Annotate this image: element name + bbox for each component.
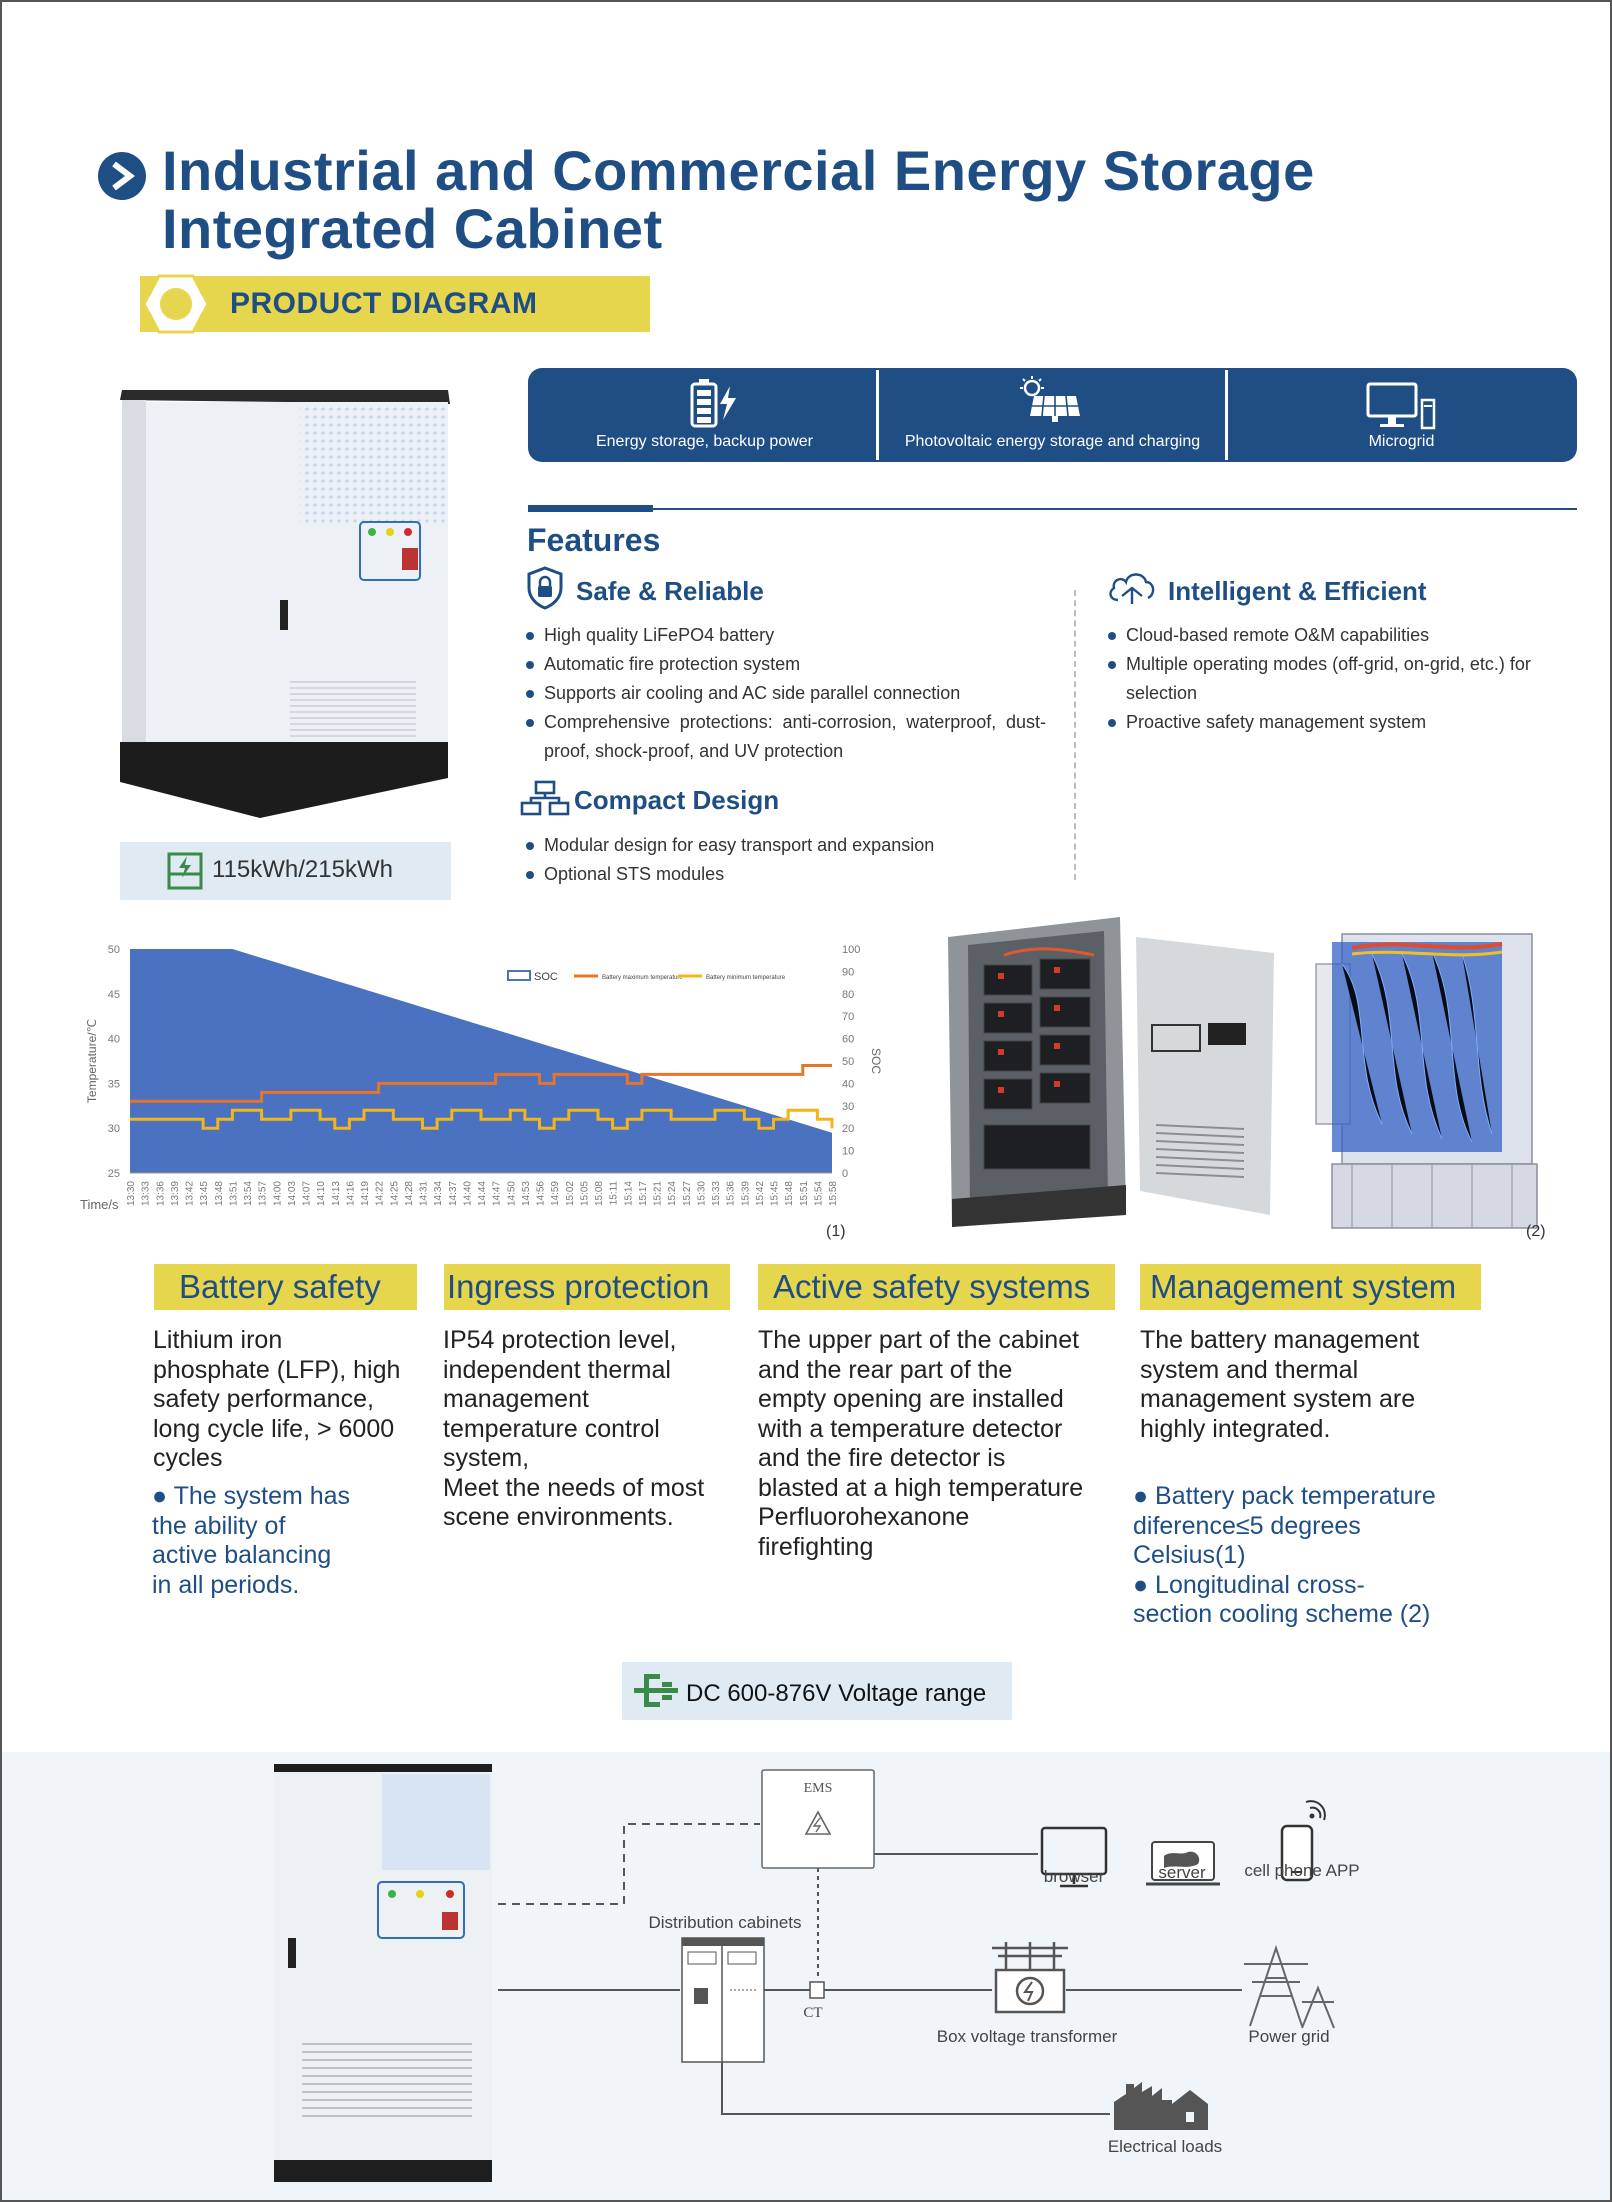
voltage-range-text: DC 600-876V Voltage range [686,1680,987,1707]
features-heading: Features [527,522,661,558]
battery-safety-heading: Battery safety [154,1264,417,1310]
x-tick-label: 13:57 [257,1181,269,1207]
legend-label-soc: SOC [534,971,558,983]
y-tick-label: 50 [107,944,120,956]
active-safety-text [758,1326,1128,1562]
y-tick-label: 25 [107,1168,120,1180]
y-right-tick-label: 30 [842,1100,855,1113]
text-line: Meet the needs of most [443,1473,705,1502]
text-line: ● Longitudinal cross- [1133,1570,1365,1599]
distribution-label: Distribution cabinets [648,1913,802,1932]
title-line-1: Industrial and Commercial Energy Storage [162,139,1315,202]
list-item: Comprehensive protections: anti-corrosion, waterproof, dust-proof, shock-proof, and UV protection [526,708,1046,766]
compact-design-title: Compact Design [574,785,780,815]
y-right-tick-label: 70 [842,1011,855,1024]
text-line: highly integrated. [1140,1414,1331,1443]
x-tick-label: 14:34 [433,1181,445,1207]
x-tick-label: 14:53 [520,1181,532,1207]
list-item: Optional STS modules [526,860,1046,889]
y-right-tick-label: 80 [842,988,855,1001]
phone-label: cell phone APP [1244,1861,1360,1880]
x-tick-label: 13:54 [243,1181,254,1207]
active-safety-heading: Active safety systems [758,1264,1115,1310]
banner-label: PRODUCT DIAGRAM [230,287,538,320]
server-label: server [1158,1863,1206,1882]
text-line: system and thermal [1140,1355,1359,1384]
shield-lock-icon [526,566,564,610]
y-right-tick-label: 90 [842,966,855,979]
ingress-protection-heading: Ingress protection [444,1264,730,1310]
features-rule [528,508,1577,510]
x-tick-label: 14:19 [360,1181,371,1207]
x-tick-label: 15:08 [594,1181,605,1207]
text-line: management system are [1140,1385,1416,1413]
y-tick-label: 35 [107,1078,120,1091]
hexagon-icon [142,274,210,334]
y-axis-label: Temperature/℃ [85,1018,99,1104]
caption-1: (1) [826,1223,846,1240]
x-tick-label: 13:39 [169,1181,181,1207]
x-tick-label: 15:24 [667,1181,679,1207]
app-divider [1225,370,1228,460]
intelligent-efficient-title: Intelligent & Efficient [1168,576,1427,606]
text-line: The upper part of the cabinet [758,1326,1080,1354]
title-arrow-icon [98,152,146,200]
text-line: firefighting [758,1532,874,1561]
y-tick-label: 40 [107,1033,120,1046]
loads-label: Electrical loads [1107,2137,1223,2156]
soc-area [130,949,832,1173]
power-tower-icon [1244,1948,1334,2028]
ct-icon [810,1982,824,1998]
dc-connection-icon [632,1670,680,1712]
x-tick-label: 14:59 [550,1181,562,1207]
x-tick-label: 14:31 [418,1181,430,1207]
x-tick-label: 15:36 [725,1181,737,1207]
x-tick-label: 14:22 [374,1181,386,1207]
text-line: The battery management [1140,1326,1420,1354]
text-line: Celsius(1) [1133,1541,1246,1569]
safe-reliable-title: Safe & Reliable [576,576,764,606]
system-diagram [2,1752,1610,2200]
y-right-tick-label: 40 [842,1078,855,1091]
cloud-icon [1106,566,1158,610]
x-tick-label: 14:56 [535,1181,547,1207]
text-line: Perfluorohexanone [758,1503,970,1531]
x-tick-label: 13:33 [140,1181,152,1207]
capacity-text: 115kWh/215kWh [212,856,393,883]
text-line: ● Battery pack temperature [1133,1482,1436,1510]
factory-icon [1114,2082,1208,2130]
text-line: long cycle life, > 6000 [153,1414,395,1443]
legend-label-min: Battery minimum temperature [706,975,786,981]
battery-safety-text [153,1326,433,1474]
list-item: Proactive safety management system [1108,708,1568,737]
x-tick-label: 14:47 [491,1181,503,1207]
text-line: management [443,1385,589,1413]
x-axis-label: Time/s [80,1197,119,1212]
text-line: diference≤5 degrees [1133,1511,1361,1540]
text-line: in all periods. [152,1570,300,1599]
management-system-text [1140,1326,1480,1444]
x-tick-label: 15:48 [784,1181,796,1207]
solar-panel-icon [1020,376,1082,424]
battery-capacity-icon [166,850,204,890]
app-label-energy-storage: Energy storage, backup power [595,433,813,450]
x-tick-label: 15:11 [608,1181,620,1206]
text-line: the ability of [152,1511,286,1540]
x-tick-label: 15:51 [798,1181,810,1207]
x-tick-label: 14:13 [330,1181,342,1207]
battery-bolt-icon [690,378,738,430]
safe-reliable-list [526,621,1046,766]
y-right-tick-label: 60 [842,1033,855,1046]
text-line: cycles [153,1444,223,1472]
x-tick-label: 14:50 [506,1181,518,1207]
y-right-tick-label: 20 [842,1123,855,1136]
x-tick-label: 15:45 [769,1181,781,1207]
x-tick-label: 14:07 [301,1181,313,1207]
list-item: Automatic fire protection system [526,650,1046,679]
x-tick-label: 15:54 [813,1181,825,1207]
x-tick-label: 15:02 [564,1181,576,1207]
x-tick-label: 15:05 [579,1181,591,1207]
y-right-tick-label: 50 [842,1056,855,1068]
x-tick-label: 15:39 [740,1181,752,1207]
x-tick-label: 14:37 [447,1181,459,1207]
computer-icon [1366,382,1436,430]
x-tick-label: 13:51 [228,1181,240,1207]
x-tick-label: 14:00 [272,1181,284,1207]
x-tick-label: 13:45 [199,1181,211,1207]
x-tick-label: 15:30 [696,1181,708,1207]
open-cabinet-image [944,915,1284,1227]
caption-2: (2) [1526,1223,1546,1240]
text-line: empty opening are installed [758,1385,1064,1413]
x-tick-label: 15:42 [754,1181,766,1207]
legend-swatch-soc [508,971,530,980]
battery-safety-highlight [152,1482,432,1600]
list-item: Modular design for easy transport and expansion [526,831,1046,860]
management-system-highlight [1133,1482,1483,1630]
text-line: with a temperature detector [758,1414,1063,1443]
y-tick-label: 30 [107,1123,120,1136]
x-tick-label: 13:30 [126,1181,137,1207]
ems-label: EMS [803,1781,833,1796]
intelligent-efficient-list [1108,621,1568,737]
ingress-protection-text [443,1326,743,1533]
y-right-tick-label: 10 [842,1145,855,1158]
features-rule-accent [528,505,653,512]
text-line: scene environments. [443,1503,674,1531]
x-tick-label: 14:40 [462,1181,474,1207]
y-right-tick-label: 0 [842,1168,849,1180]
text-line: IP54 protection level, [443,1326,677,1354]
x-tick-label: 15:21 [652,1181,664,1207]
x-tick-label: 14:10 [316,1181,328,1207]
x-tick-label: 14:16 [345,1181,357,1207]
text-line: ● The system has [152,1482,351,1510]
text-line: Lithium iron [153,1326,283,1354]
transformer-label: Box voltage transformer [936,2027,1118,2046]
text-line: and the rear part of the [758,1355,1013,1384]
temperature-soc-chart [80,935,883,1225]
compact-design-list [526,831,1046,889]
list-item: Supports air cooling and AC side parallel connection [526,679,1046,708]
y-right-axis-label: SOC [869,1047,883,1075]
text-line: active balancing [152,1541,332,1569]
list-item: Cloud-based remote O&M capabilities [1108,621,1568,650]
ct-label: CT [803,2005,823,2021]
x-tick-label: 13:36 [155,1181,167,1207]
x-tick-label: 15:27 [681,1181,693,1207]
x-tick-label: 14:25 [389,1181,401,1207]
text-line: independent thermal [443,1355,671,1384]
app-label-microgrid: Microgrid [1368,433,1435,450]
x-tick-label: 13:48 [213,1181,225,1207]
text-line: and the fire detector is [758,1444,1006,1472]
x-tick-label: 14:28 [403,1181,415,1207]
x-tick-label: 14:03 [286,1181,298,1207]
management-system-heading: Management system [1140,1264,1481,1310]
x-tick-label: 15:33 [711,1181,722,1207]
browser-label: browser [1043,1867,1105,1886]
text-line: section cooling scheme (2) [1133,1600,1431,1628]
distribution-cabinet-icon [682,1938,764,2062]
transformer-icon [992,1942,1068,2012]
cooling-simulation-image [1312,924,1547,1232]
page-title [162,139,1462,260]
list-item: Multiple operating modes (off-grid, on-grid, etc.) for selection [1108,650,1568,708]
cabinet-image [120,382,450,822]
text-line: phosphate (LFP), high [153,1355,401,1384]
features-divider [1074,590,1076,880]
x-tick-label: 15:58 [828,1181,839,1207]
text-line: blasted at a high temperature [758,1473,1084,1502]
cabinet-front-image [274,1764,492,2182]
app-label-photovoltaic: Photovoltaic energy storage and charging [904,433,1201,450]
y-tick-label: 45 [107,988,120,1001]
list-item: High quality LiFePO4 battery [526,621,1046,650]
x-tick-label: 13:42 [184,1181,196,1207]
text-line: safety performance, [153,1385,374,1413]
x-tick-label: 14:44 [477,1181,488,1207]
legend-label-max: Battery maximum temperature [602,975,683,981]
x-tick-label: 15:14 [623,1181,635,1207]
y-right-tick-label: 100 [842,944,861,956]
x-tick-label: 15:17 [637,1181,649,1207]
text-line: temperature control [443,1414,660,1443]
grid-label: Power grid [1248,2027,1330,2046]
title-line-2: Integrated Cabinet [162,197,663,260]
modules-icon [520,780,570,816]
text-line: system, [443,1444,530,1472]
